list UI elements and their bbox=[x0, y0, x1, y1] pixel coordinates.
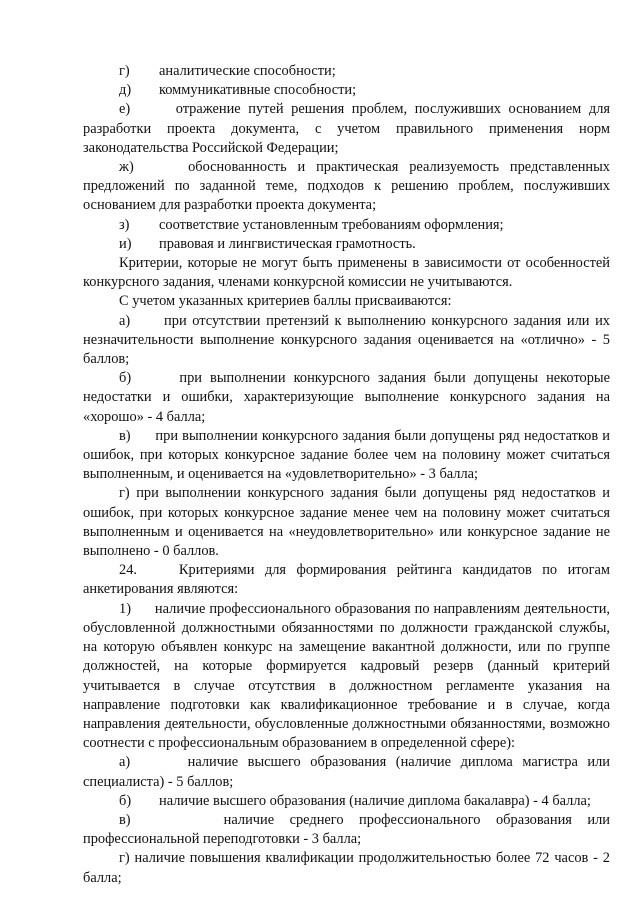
score-a: а) при отсутствии претензий к выполнению конкурсного задания или их незначительности выполнение конкурсного задания оценивается на «отлично» - 5 баллов; bbox=[83, 312, 610, 368]
criterion-z bbox=[83, 216, 610, 235]
education-g: г) наличие повышения квалификации продолжительностью более 72 часов - 2 балла; bbox=[83, 850, 610, 886]
score-g: г) при выполнении конкурсного задания были допущены ряд недостатков и ошибок, при которых конкурсное задание менее чем на половину может считаться выполненным и оценивается на «неудовлетворительно» или конкурсное задание не выполнено - 0 баллов. bbox=[83, 485, 610, 560]
score-v: в) при выполнении конкурсного задания были допущены ряд недостатков и ошибок, при которых конкурсное задание более чем на половину может считаться выполненным, и оценивается на «удовлетворительно» - 3 балла; bbox=[83, 427, 610, 483]
criteria-note: Критерии, которые не могут быть применены в зависимости от особенностей конкурсного задания, членами конкурсной комиссии не учитываются. bbox=[83, 255, 610, 291]
criterion-i bbox=[83, 235, 610, 254]
rating-criterion-1: 1) наличие профессионального образования по направлениям деятельности, обусловленной должностными обязанностями по должности гражданской службы, на которую объявлен конкурс на замещение вакантной должности, или по группе должностей, на которые формируется кадровый резерв (данный критерий учитывается в случае отсутствия в должностном регламенте указания на направление подготовки как квалификационное требование и в случае, когда направления деятельности, обусловленные должностными обязанностями, возможно соотнести с профессиональным образованием в определенной сфере): bbox=[83, 600, 610, 752]
item-marker: и) bbox=[119, 235, 132, 252]
item-marker: г) bbox=[119, 63, 130, 79]
criterion-e: е) отражение путей решения проблем, послуживших основанием для разработки проекта документа, с учетом правильного применения норм законодательства Российской Федерации; bbox=[83, 101, 610, 156]
item-text: наличие высшего образования (наличие диплома бакалавра) - 4 балла; bbox=[159, 792, 591, 809]
score-b: б) при выполнении конкурсного задания были допущены некоторые недостатки и ошибки, характеризующие выполнение конкурсного задания на «хорошо» - 4 балла; bbox=[83, 370, 610, 425]
education-a: а) наличие высшего образования (наличие диплома магистра или специалиста) - 5 баллов; bbox=[83, 754, 610, 790]
criterion-g bbox=[83, 62, 610, 81]
document-body bbox=[83, 62, 610, 888]
section-24: 24. Критериями для формирования рейтинга кандидатов по итогам анкетирования являются: bbox=[83, 562, 610, 598]
item-text: коммуникативные способности; bbox=[159, 82, 357, 99]
item-text: аналитические способности; bbox=[159, 63, 336, 79]
education-b bbox=[83, 792, 610, 811]
criterion-d bbox=[83, 81, 610, 100]
item-text: правовая и лингвистическая грамотность. bbox=[159, 235, 416, 252]
scoring-intro: С учетом указанных критериев баллы присваиваются: bbox=[119, 293, 452, 310]
item-marker: б) bbox=[119, 792, 132, 809]
criterion-zh: ж) обоснованность и практическая реализуемость представленных предложений по заданной теме, подходов к решению проблем, послуживших основанием для разработки проекта документа; bbox=[83, 159, 610, 214]
item-marker: з) bbox=[119, 216, 130, 233]
education-v: в) наличие среднего профессионального образования или профессиональной переподготовки - 3 балла; bbox=[83, 811, 610, 848]
item-text: соответствие установленным требованиям оформления; bbox=[159, 216, 504, 233]
item-marker: д) bbox=[119, 82, 132, 99]
